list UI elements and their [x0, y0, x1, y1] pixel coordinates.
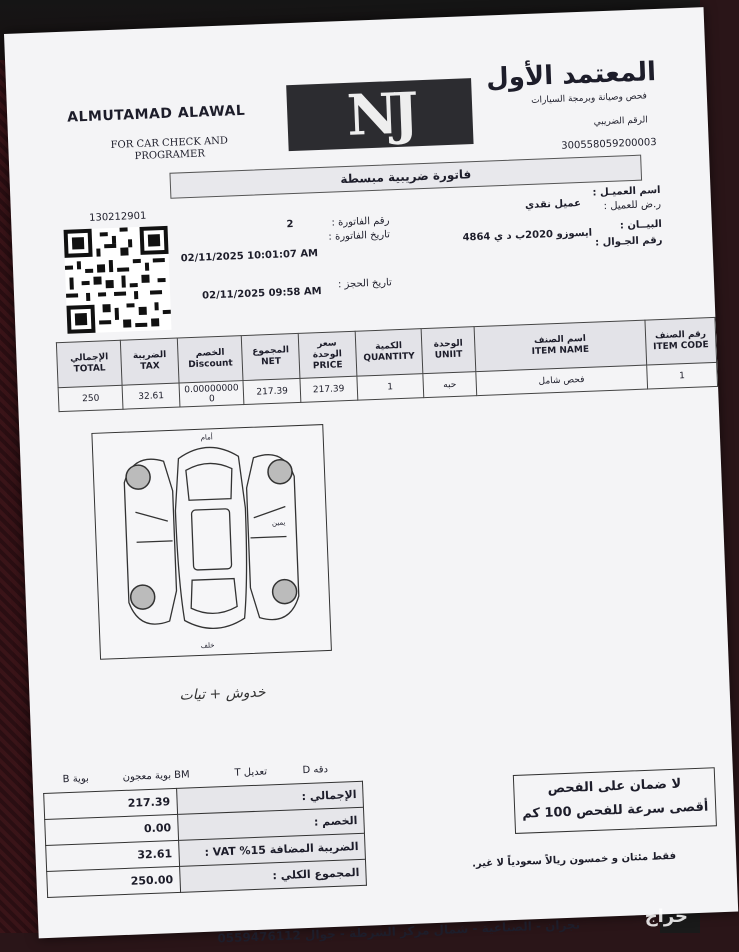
vehicle-label: البيــان : — [619, 218, 663, 232]
handwritten-note: خدوش + تيات — [179, 684, 266, 704]
wheel-icon — [272, 579, 297, 604]
total-label: الإجمالي : — [176, 781, 363, 814]
tax-number: 300558059200003 — [561, 137, 657, 152]
grand-total-label: المجموع الكلي : — [179, 859, 366, 892]
invoice-date: 02/11/2025 10:01:07 AM — [180, 248, 319, 265]
tax-number-label: الرقم الضريبي — [593, 115, 648, 128]
booking-date-label: تاريخ الحجز : — [337, 277, 393, 291]
col-total: الإجمالي TOTAL — [56, 340, 122, 387]
cell-price: 217.39 — [300, 376, 357, 402]
vehicle-description: ايسوزو 2020ب د ي 4864 — [462, 227, 593, 244]
cell-tax: 32.61 — [122, 383, 179, 409]
car-damage-diagram — [91, 424, 332, 660]
cell-total: 250 — [58, 385, 123, 411]
cell-discount: 0.000000000 — [179, 381, 244, 407]
cell-net: 217.39 — [243, 378, 300, 404]
cell-item-name: فحص شامل — [475, 365, 647, 396]
cell-qty: 1 — [356, 374, 424, 401]
watermark-logo: حراج — [644, 906, 688, 927]
col-price: سعر الوحدة PRICE — [298, 331, 356, 378]
company-tagline: FOR CAR CHECK AND PROGRAMER — [110, 135, 229, 163]
col-quantity: الكمية QUANTITY — [355, 329, 423, 377]
amount-in-words: فقط مئتان و خمسون ريالاً سعودياً لا غير. — [471, 850, 677, 870]
warranty-box — [513, 767, 717, 834]
mobile-label: رقم الجـوال : — [594, 234, 663, 249]
footer-address: نجران - الصناعية - شمال مركز الشرطة - جوال 0559476112 — [217, 917, 581, 946]
company-logo: NJ — [286, 78, 473, 151]
col-discount: الخصم Discount — [177, 336, 243, 383]
cell-unit: حبه — [423, 372, 476, 398]
wheel-icon — [130, 585, 155, 610]
discount-value: 0.00 — [45, 814, 178, 845]
qr-code-icon — [64, 226, 172, 334]
items-table — [56, 317, 718, 412]
legend-b: بوية B — [62, 773, 90, 786]
vat-value: 32.61 — [46, 840, 179, 871]
front-label: أمام — [200, 433, 213, 442]
customer-id-label: ر.ض للعميل : — [603, 198, 662, 213]
invoice-top-number: 130212901 — [88, 210, 147, 224]
invoice-no-label: رقم الفاتورة : — [331, 215, 390, 229]
warranty-line-1: لا ضمان على الفحص — [547, 776, 682, 797]
total-value: 217.39 — [44, 788, 177, 819]
totals-table — [43, 781, 367, 898]
vat-label: الضريبة المضافة 15% VAT : — [178, 833, 365, 866]
invoice-date-label: تاريخ الفاتورة : — [328, 229, 391, 243]
cell-item-code: 1 — [647, 362, 718, 389]
customer-label: اسم العميـل : — [592, 184, 661, 199]
col-net: المجموع NET — [242, 333, 300, 380]
warranty-line-2: أقصى سرعة للفحص 100 كم — [521, 799, 709, 822]
legend — [62, 763, 362, 786]
wheel-icon — [268, 459, 293, 484]
customer-name: عميل نقدي — [524, 197, 582, 212]
company-name-en: ALMUTAMAD ALAWAL — [66, 102, 246, 126]
car-outline-icon — [92, 425, 330, 659]
company-name-ar: المعتمد الأول — [485, 57, 657, 94]
right-label: يمين — [271, 518, 286, 528]
booking-date: 02/11/2025 09:58 AM — [201, 286, 322, 302]
invoice-paper — [4, 7, 738, 946]
col-item-name: اسم الصنف ITEM NAME — [474, 320, 647, 372]
wheel-icon — [126, 465, 151, 490]
legend-bm: BM بوية معجون — [122, 769, 190, 783]
invoice-no: 2 — [286, 219, 294, 231]
invoice-title: فاتورة ضريبية مبسطة — [169, 155, 642, 199]
back-label: خلف — [200, 641, 215, 650]
legend-t: تعديل T — [234, 766, 268, 779]
discount-label: الخصم : — [177, 807, 364, 840]
col-tax: الضريبة TAX — [121, 338, 179, 385]
grand-total-value: 250.00 — [47, 866, 180, 897]
legend-d: دقه D — [302, 764, 329, 777]
col-item-code: رقم الصنف ITEM CODE — [645, 317, 717, 365]
company-subtitle-ar: فحص وصيانة وبرمجة السيارات — [530, 91, 648, 106]
col-unit: الوحدة UNIIT — [421, 327, 475, 374]
